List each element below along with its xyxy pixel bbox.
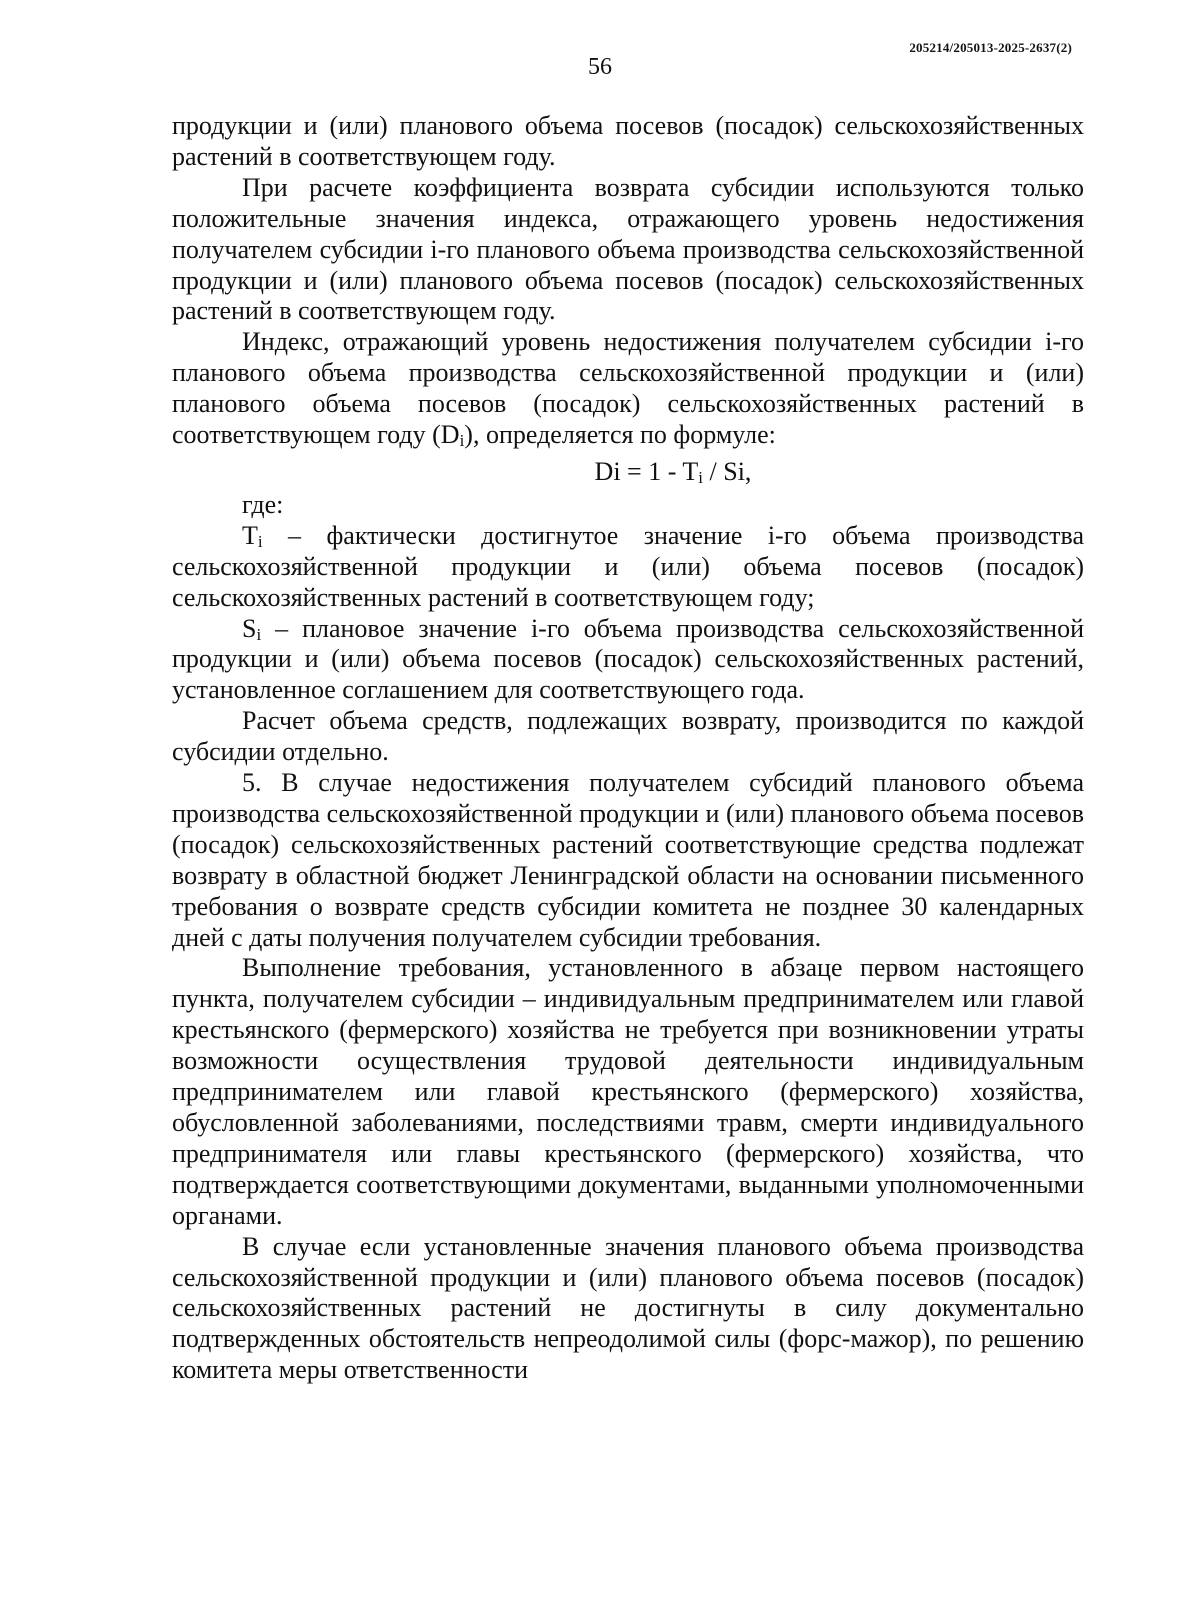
t-subscript: i — [257, 531, 263, 551]
t-definition: – фактически достигнутое значение i-го объема производства сельскохозяйственной продукции и (или) объема посевов (посадок) сельскохозяйственных растений в соответствующем году; — [172, 520, 1084, 612]
paragraph-item-5: 5. В случае недостижения получателем субсидий планового объема производства сельскохозяйственной продукции и (или) планового объема посевов (посадок) сельскохозяйственных растений соответствующие средства подлежат возврату в областной бюджет Ленинградской области на основании письменного требования о возврате средств субсидии комитета не позднее 30 календарных дней с даты получения получателем субсидии требования. — [172, 768, 1084, 952]
page-number: 56 — [588, 54, 612, 80]
paragraph-calculation: Расчет объема средств, подлежащих возврату, производится по каждой субсидии отдельно. — [172, 706, 1084, 767]
where-label: где: — [242, 489, 284, 519]
formula — [172, 457, 1084, 488]
formula-subscript: i — [698, 467, 704, 487]
s-subscript: i — [256, 624, 262, 644]
paragraph-force-majeure: В случае если установленные значения планового объема производства сельскохозяйственной продукции и (или) планового объема посевов (посадок) сельскохозяйственных растений не достигнуты в силу документально подтвержденных обстоятельств непреодолимой силы (форс-мажор), по решению комитета меры ответственности — [172, 1231, 1084, 1385]
formula-end: / Si, — [703, 456, 752, 486]
index-text-start: Индекс, отражающий уровень недостижения получателем субсидии i-го планового объема производства сельскохозяйственной продукции и (или) планового объема посевов (посадок) сельскохозяйственных растений в соответствующем году (D — [172, 327, 1084, 450]
s-definition: – плановое значение i-го объема производства сельскохозяйственной продукции и (или) объема посевов (посадок) сельскохозяйственных растений, установленное соглашением для соответствующего года. — [172, 613, 1084, 705]
definition-t — [172, 521, 1084, 614]
index-text-end: ), определяется по формуле: — [464, 420, 776, 450]
document-body — [172, 111, 1084, 1386]
index-subscript: i — [459, 431, 465, 451]
t-symbol: T — [242, 520, 258, 550]
definition-s — [172, 614, 1084, 707]
document-id: 205214/205013-2025-2637(2) — [909, 40, 1072, 55]
formula-start: Di = 1 - T — [594, 456, 699, 486]
paragraph-exemption: Выполнение требования, установленного в абзаце первом настоящего пункта, получателем субсидии – индивидуальным предпринимателем или главой крестьянского (фермерского) хозяйства не требуется при возникновении утраты возможности осуществления трудовой деятельности индивидуальным предпринимателем или главой крестьянского (фермерского) хозяйства, обусловленной заболеваниями, последствиями травм, смерти индивидуального предпринимателя или главы крестьянского (фермерского) хозяйства, что подтверждается соответствующими документами, выданными уполномоченными органами. — [172, 953, 1084, 1230]
paragraph-coefficient: При расчете коэффициента возврата субсидии используются только положительные значения индекса, отражающего уровень недостижения получателем субсидии i-го планового объема производства сельскохозяйственной продукции и (или) планового объема посевов (посадок) сельскохозяйственных растений в соответствующем году. — [172, 172, 1084, 326]
paragraph-continuation: продукции и (или) планового объема посевов (посадок) сельскохозяйственных растений в соответствующем году. — [172, 111, 1084, 171]
paragraph-index-definition — [172, 327, 1084, 451]
s-symbol: S — [242, 613, 257, 643]
